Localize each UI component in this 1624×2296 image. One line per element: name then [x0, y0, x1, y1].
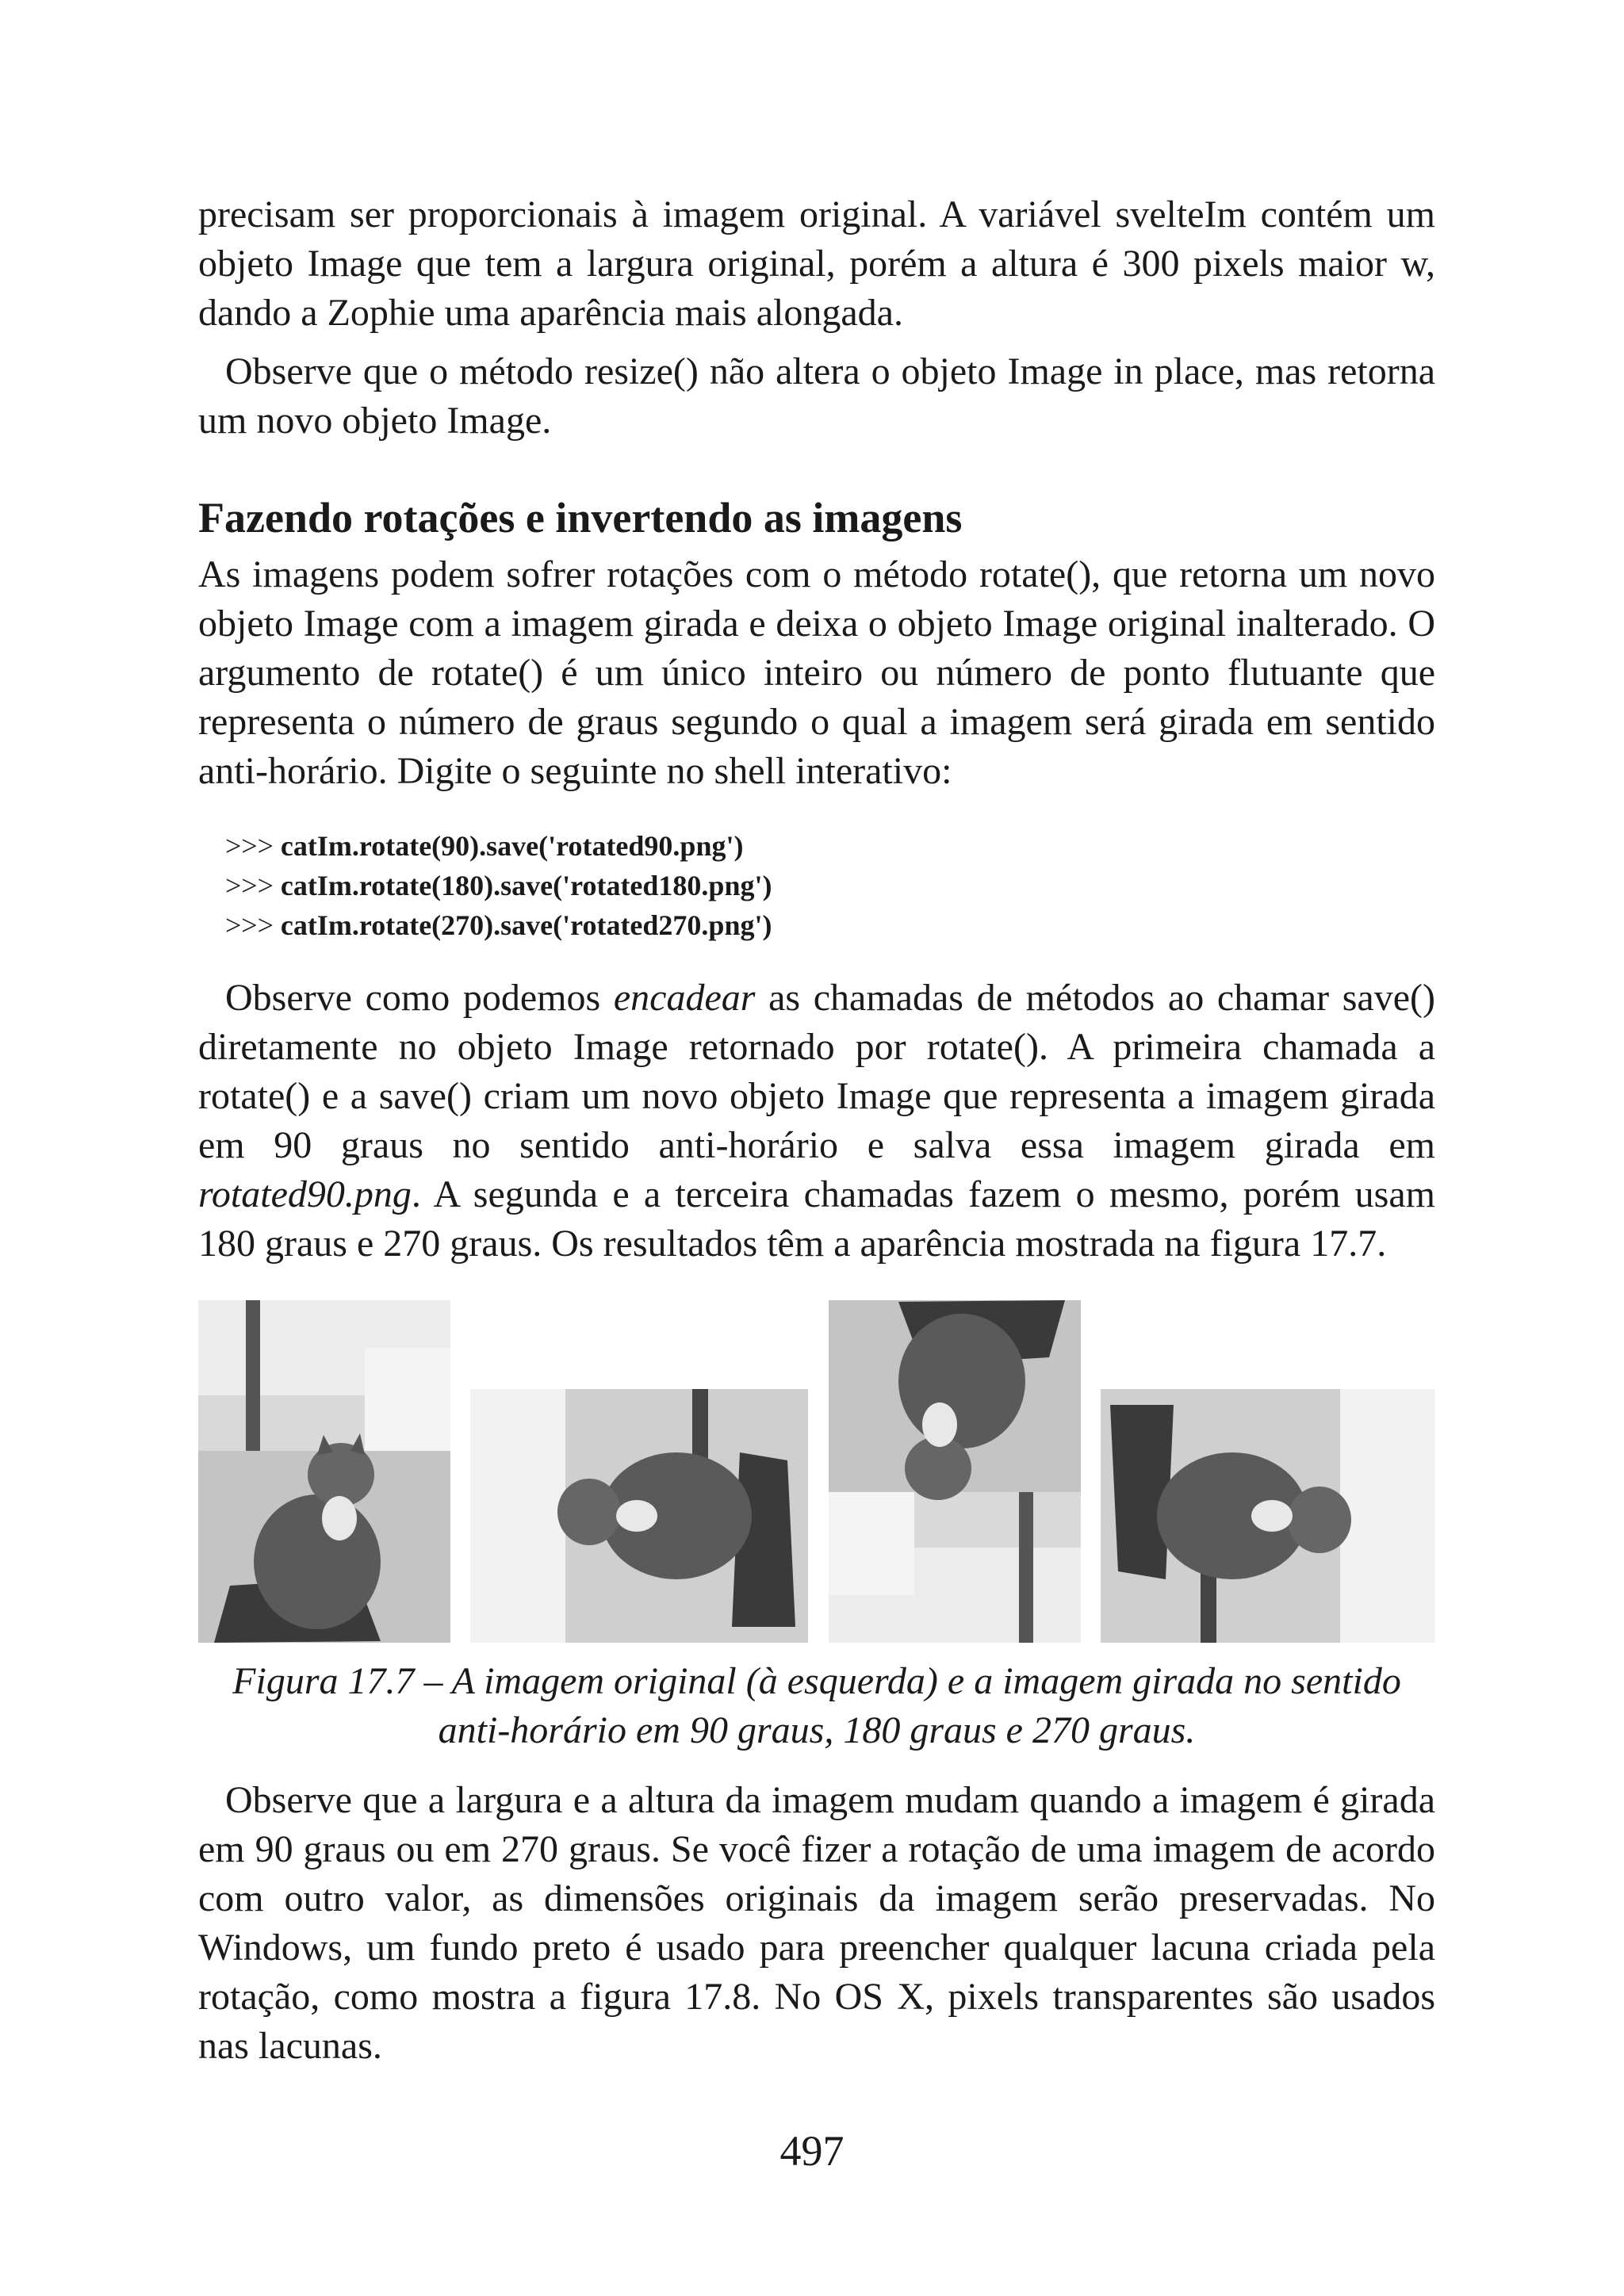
paragraph-4-part-c: . A segunda e a terceira chamadas fazem o mesmo, porém usam 180 graus e 270 graus. Os resultados têm a aparência mostrada na figura 17.7.	[198, 1173, 1435, 1265]
cat-photo-rotated-180	[829, 1300, 1081, 1643]
paragraph-5: Observe que a largura e a altura da imagem mudam quando a imagem é girada em 90 graus ou em 270 graus. Se você fizer a rotação de uma imagem de acordo com outro valor, as dimensões originais da imagem serão preservadas. No Windows, um fundo preto é usado para preencher qualquer lacuna criada pela rotação, como mostra a figura 17.8. No OS X, pixels transparentes são usados nas lacunas.	[198, 1779, 1435, 2067]
cat-photo-rotated-270	[1101, 1389, 1435, 1643]
code-prompt: >>>	[225, 830, 281, 862]
code-line-2	[225, 866, 1435, 905]
cat-photo-original	[198, 1300, 450, 1643]
cat-rotated-90-image	[470, 1389, 808, 1643]
code-command: catIm.rotate(270).save('rotated270.png')	[280, 909, 772, 941]
code-prompt: >>>	[225, 909, 281, 941]
paragraph-2: Observe que o método resize() não altera o objeto Image in place, mas retorna um novo objeto Image.	[198, 350, 1435, 442]
code-block	[225, 826, 1435, 945]
code-command: catIm.rotate(180).save('rotated180.png')	[280, 870, 772, 901]
paragraph-4-part-a: Observe como podemos	[225, 977, 614, 1019]
figure-caption: Figura 17.7 – A imagem original (à esquerda) e a imagem girada no sentido anti-horário em 90 graus, 180 graus e 270 graus.	[232, 1660, 1401, 1751]
cat-rotated-180-image	[829, 1300, 1081, 1643]
cat-rotated-270-image	[1101, 1389, 1435, 1643]
paragraph-4-filename: rotated90.png	[198, 1173, 412, 1215]
code-prompt: >>>	[225, 870, 281, 901]
section-heading: Fazendo rotações e invertendo as imagens	[198, 494, 963, 541]
page-content	[198, 190, 1435, 2071]
code-line-1	[225, 826, 1435, 866]
paragraph-4	[198, 974, 1435, 1269]
paragraph-1: precisam ser proporcionais à imagem original. A variável svelteIm contém um objeto Image que tem a largura original, porém a altura é 300 pixels maior w, dando a Zophie uma aparência mais alongada.	[198, 193, 1435, 334]
figure-17-7	[198, 1300, 1435, 1643]
code-line-3	[225, 905, 1435, 945]
paragraph-4-emphasis: encadear	[613, 977, 756, 1019]
cat-original-image	[198, 1300, 450, 1643]
cat-photo-rotated-90	[470, 1389, 808, 1643]
paragraph-4-part-b: as chamadas de métodos ao chamar save() diretamente no objeto Image retornado por rotate(). A primeira chamada a rotate() e a save() criam um novo objeto Image que representa a imagem girada em 90 graus no sentido anti-horário e salva essa imagem girada em	[198, 977, 1435, 1166]
paragraph-3: As imagens podem sofrer rotações com o método rotate(), que retorna um novo objeto Image com a imagem girada e deixa o objeto Image original inalterado. O argumento de rotate() é um único inteiro ou número de ponto flutuante que representa o número de graus segundo o qual a imagem será girada em sentido anti-horário. Digite o seguinte no shell interativo:	[198, 553, 1435, 792]
page-number: 497	[779, 2127, 845, 2175]
code-command: catIm.rotate(90).save('rotated90.png')	[280, 830, 744, 862]
